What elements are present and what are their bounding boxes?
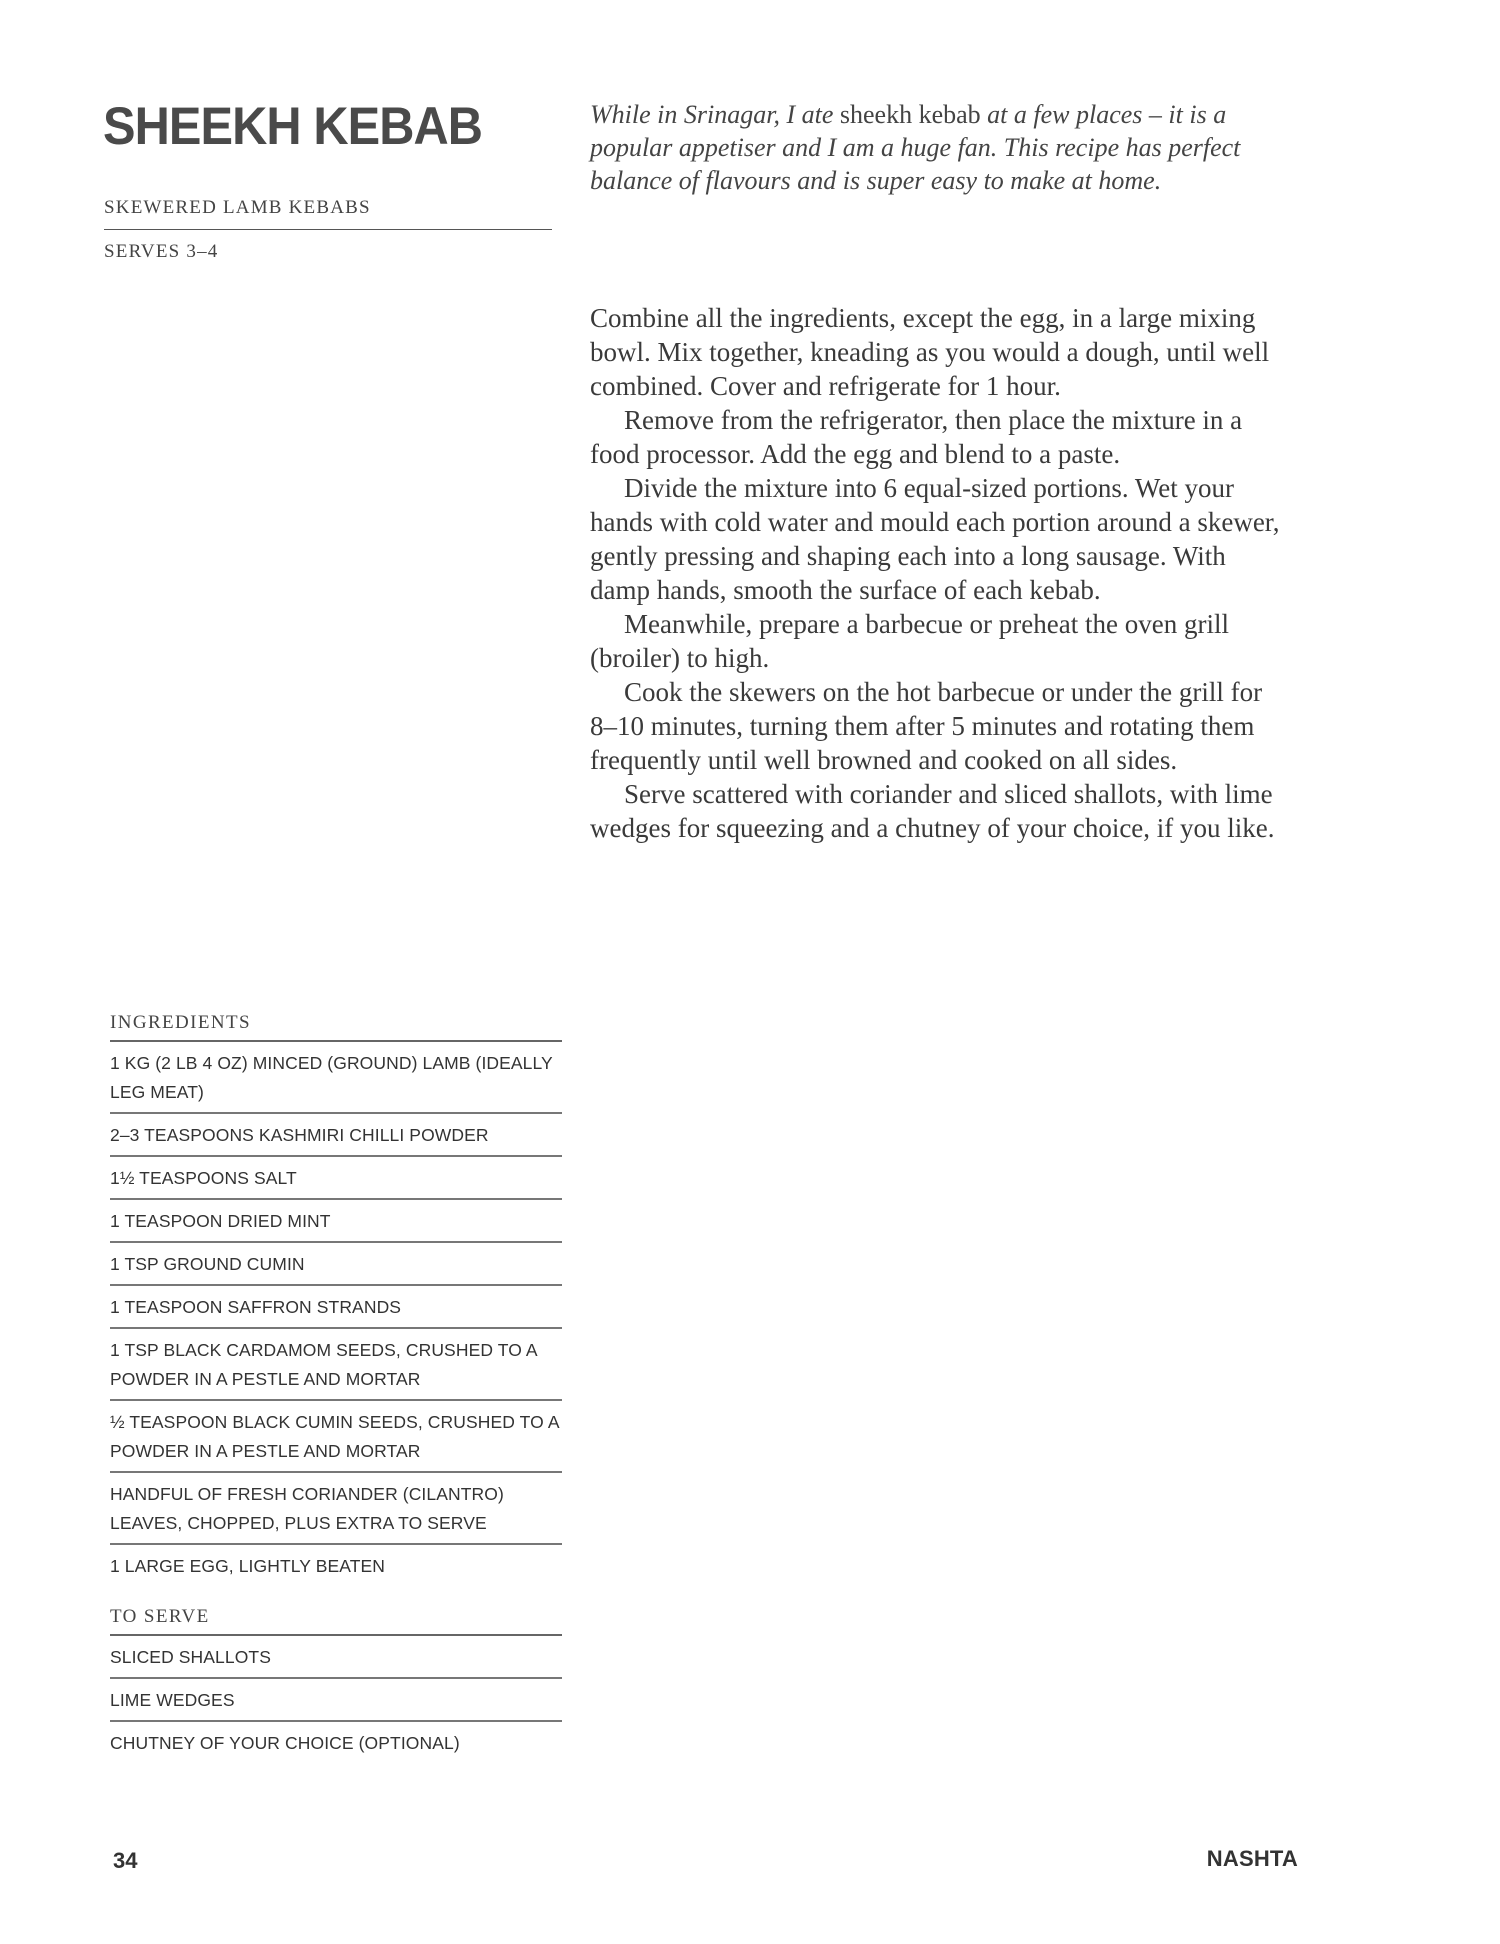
intro-text-1: While in Srinagar, I ate	[590, 100, 840, 129]
method-step-6: Serve scattered with coriander and sliced shallots, with lime wedges for squeezing and a chutney of your choice, if you like.	[590, 779, 1275, 843]
ingredient-item: 1 TEASPOON DRIED MINT	[110, 1200, 562, 1243]
recipe-subtitle: SKEWERED LAMB KEBABS	[104, 197, 552, 230]
method-step-3: Divide the mixture into 6 equal-sized portions. Wet your hands with cold water and mould each portion around a skewer, gently pressing and shaping each into a long sausage. With damp hands, smooth the surface of each kebab.	[590, 473, 1280, 605]
intro-dish-name: sheekh kebab	[839, 100, 981, 129]
ingredients-list	[110, 1012, 562, 1586]
ingredient-item: 1 KG (2 LB 4 OZ) MINCED (GROUND) LAMB (IDEALLY LEG MEAT)	[110, 1042, 562, 1114]
to-serve-item: SLICED SHALLOTS	[110, 1636, 562, 1679]
to-serve-item: CHUTNEY OF YOUR CHOICE (OPTIONAL)	[110, 1733, 460, 1753]
section-name: NASHTA	[1206, 1846, 1298, 1871]
ingredient-item: 1 TSP GROUND CUMIN	[110, 1243, 562, 1286]
ingredient-item: ½ TEASPOON BLACK CUMIN SEEDS, CRUSHED TO A POWDER IN A PESTLE AND MORTAR	[110, 1401, 562, 1473]
method-steps	[590, 301, 1290, 845]
ingredient-item: 1 TEASPOON SAFFRON STRANDS	[110, 1286, 562, 1329]
ingredients-heading: INGREDIENTS	[110, 1012, 562, 1042]
ingredient-item: 1 LARGE EGG, LIGHTLY BEATEN	[110, 1556, 386, 1576]
method-step-5: Cook the skewers on the hot barbecue or under the grill for 8–10 minutes, turning them after 5 minutes and rotating them frequently until well browned and cooked on all sides.	[590, 677, 1263, 775]
ingredient-item: 1½ TEASPOONS SALT	[110, 1157, 562, 1200]
recipe-intro	[590, 98, 1250, 197]
recipe-title: SHEEKH KEBAB	[103, 97, 483, 156]
page-number: 34	[113, 1848, 138, 1873]
to-serve-heading: TO SERVE	[110, 1606, 562, 1636]
ingredient-item: HANDFUL OF FRESH CORIANDER (CILANTRO) LEAVES, CHOPPED, PLUS EXTRA TO SERVE	[110, 1473, 562, 1545]
method-step-4: Meanwhile, prepare a barbecue or preheat the oven grill (broiler) to high.	[590, 609, 1229, 673]
method-step-1: Combine all the ingredients, except the egg, in a large mixing bowl. Mix together, kneading as you would a dough, until well combined. Cover and refrigerate for 1 hour.	[590, 303, 1270, 401]
method-step-2: Remove from the refrigerator, then place the mixture in a food processor. Add the egg and blend to a paste.	[590, 405, 1243, 469]
serves-count: SERVES 3–4	[104, 241, 219, 262]
ingredient-item: 2–3 TEASPOONS KASHMIRI CHILLI POWDER	[110, 1114, 562, 1157]
to-serve-list	[110, 1606, 562, 1763]
ingredient-item: 1 TSP BLACK CARDAMOM SEEDS, CRUSHED TO A POWDER IN A PESTLE AND MORTAR	[110, 1329, 562, 1401]
to-serve-item: LIME WEDGES	[110, 1679, 562, 1722]
intro-text-2: at a few places – it is a popular appetiser and I am a huge fan. This recipe has perfect balance of flavours and is super easy to make at home.	[590, 100, 1241, 195]
